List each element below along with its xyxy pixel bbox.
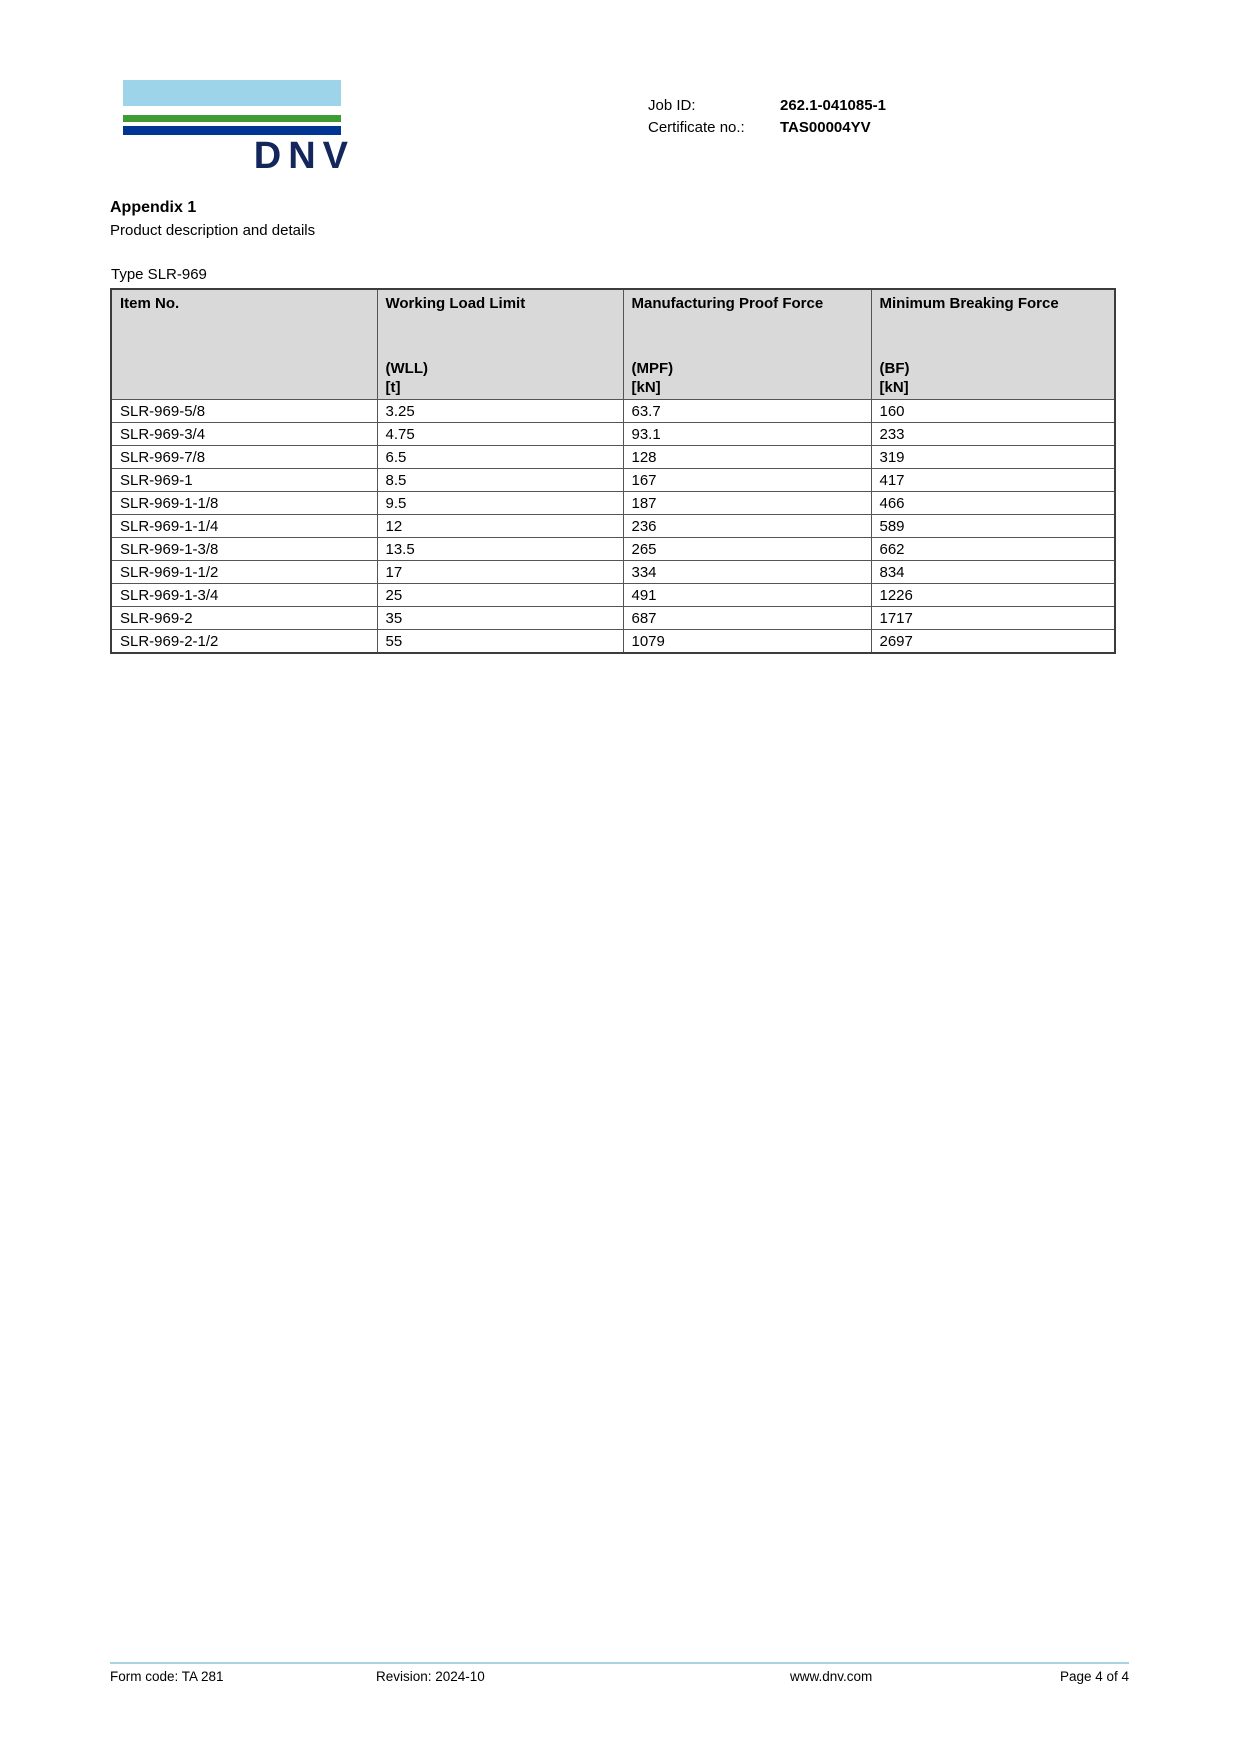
table-cell: 466	[871, 492, 1115, 515]
table-row	[111, 607, 1115, 630]
table-cell: 35	[377, 607, 623, 630]
table-cell: 17	[377, 561, 623, 584]
table-row	[111, 630, 1115, 654]
table-row	[111, 584, 1115, 607]
column-title: Manufacturing Proof Force	[631, 295, 824, 312]
table-cell: 1717	[871, 607, 1115, 630]
table-cell: 687	[623, 607, 871, 630]
table-cell: 13.5	[377, 538, 623, 561]
table-cell: SLR-969-2-1/2	[111, 630, 377, 654]
column-unit: [t]	[385, 379, 401, 396]
table-row	[111, 538, 1115, 561]
table-caption: Type SLR-969	[111, 266, 207, 283]
table-cell: 319	[871, 446, 1115, 469]
table-cell: 93.1	[623, 423, 871, 446]
table-cell: SLR-969-2	[111, 607, 377, 630]
logo-band-icon	[123, 80, 341, 106]
footer-website: www.dnv.com	[790, 1669, 873, 1684]
certificate-no-row	[648, 117, 886, 139]
table-cell: 167	[623, 469, 871, 492]
table-cell: SLR-969-1-3/8	[111, 538, 377, 561]
table-cell: 1226	[871, 584, 1115, 607]
logo-green-bar-icon	[123, 115, 341, 122]
table-cell: 63.7	[623, 400, 871, 423]
table-cell: 491	[623, 584, 871, 607]
product-table-body	[111, 400, 1115, 654]
job-id-value: 262.1-041085-1	[780, 97, 886, 114]
appendix-heading	[110, 196, 315, 242]
logo-brand-text: DNV	[253, 135, 355, 177]
column-abbr: (WLL)	[385, 360, 428, 377]
column-unit: [kN]	[631, 379, 661, 396]
table-cell: 187	[623, 492, 871, 515]
column-header-bf	[871, 289, 1115, 400]
table-row	[111, 446, 1115, 469]
table-cell: SLR-969-5/8	[111, 400, 377, 423]
table-cell: 55	[377, 630, 623, 654]
certificate-meta	[648, 95, 886, 139]
page-title: Appendix 1	[110, 199, 197, 216]
table-cell: SLR-969-1-1/2	[111, 561, 377, 584]
table-cell: 25	[377, 584, 623, 607]
table-row	[111, 400, 1115, 423]
table-cell: 1079	[623, 630, 871, 654]
table-cell: 334	[623, 561, 871, 584]
column-header-item-no	[111, 289, 377, 400]
dnv-logo	[123, 80, 355, 177]
table-cell: SLR-969-7/8	[111, 446, 377, 469]
table-cell: 233	[871, 423, 1115, 446]
column-abbr: (BF)	[879, 360, 910, 377]
column-title: Working Load Limit	[385, 295, 526, 312]
table-cell: 160	[871, 400, 1115, 423]
footer-form-code: Form code: TA 281	[110, 1669, 224, 1684]
table-cell: 128	[623, 446, 871, 469]
product-spec-table	[110, 288, 1116, 654]
column-title: Minimum Breaking Force	[879, 295, 1059, 312]
table-cell: 589	[871, 515, 1115, 538]
table-cell: 265	[623, 538, 871, 561]
table-cell: 9.5	[377, 492, 623, 515]
logo-navy-bar-icon	[123, 126, 341, 135]
table-cell: SLR-969-3/4	[111, 423, 377, 446]
table-row	[111, 469, 1115, 492]
column-header-mpf	[623, 289, 871, 400]
table-cell: 3.25	[377, 400, 623, 423]
table-cell: SLR-969-1-1/4	[111, 515, 377, 538]
table-cell: SLR-969-1-3/4	[111, 584, 377, 607]
table-header-row	[111, 289, 1115, 400]
certificate-no-value: TAS00004YV	[780, 119, 871, 136]
table-cell: 4.75	[377, 423, 623, 446]
column-header-wll	[377, 289, 623, 400]
column-abbr: (MPF)	[631, 360, 674, 377]
column-title: Item No.	[120, 295, 180, 312]
column-unit: [kN]	[879, 379, 909, 396]
footer-divider	[110, 1662, 1129, 1664]
page-subtitle: Product description and details	[110, 222, 316, 239]
table-row	[111, 423, 1115, 446]
table-cell: 662	[871, 538, 1115, 561]
table-cell: 834	[871, 561, 1115, 584]
table-row	[111, 492, 1115, 515]
table-cell: SLR-969-1-1/8	[111, 492, 377, 515]
table-cell: 8.5	[377, 469, 623, 492]
table-cell: 2697	[871, 630, 1115, 654]
table-cell: SLR-969-1	[111, 469, 377, 492]
table-row	[111, 561, 1115, 584]
table-cell: 6.5	[377, 446, 623, 469]
certificate-no-label: Certificate no.:	[648, 119, 745, 136]
job-id-label: Job ID:	[648, 97, 696, 114]
footer-page-number: Page 4 of 4	[1059, 1669, 1129, 1684]
table-cell: 12	[377, 515, 623, 538]
job-id-row	[648, 95, 886, 117]
table-cell: 417	[871, 469, 1115, 492]
footer-revision: Revision: 2024-10	[376, 1669, 485, 1684]
table-row	[111, 515, 1115, 538]
table-cell: 236	[623, 515, 871, 538]
